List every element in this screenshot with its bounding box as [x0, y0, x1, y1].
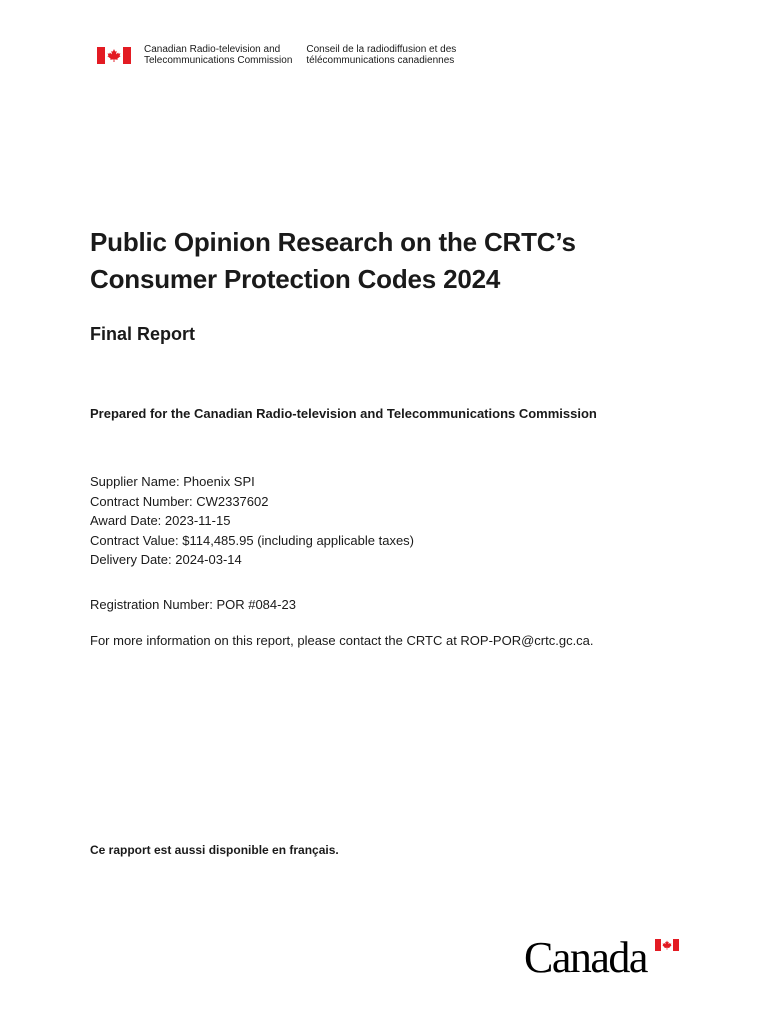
contract-details	[90, 472, 414, 570]
org-name-en	[144, 44, 292, 66]
french-availability-note: Ce rapport est aussi disponible en français.	[90, 843, 339, 857]
delivery-date: Delivery Date: 2024-03-14	[90, 552, 242, 567]
org-name-en-line2: Telecommunications Commission	[144, 55, 293, 66]
canada-wordmark-text: Canada	[524, 933, 647, 982]
org-name-fr	[306, 44, 456, 66]
registration-number: Registration Number: POR #084-23	[90, 597, 296, 612]
crtc-signature	[97, 44, 456, 66]
report-title-line1: Public Opinion Research on the CRTC’s	[90, 227, 576, 257]
supplier-name: Supplier Name: Phoenix SPI	[90, 474, 255, 489]
org-name-en-line1: Canadian Radio-television and	[144, 44, 281, 55]
org-name-fr-line1: Conseil de la radiodiffusion et des	[306, 44, 457, 55]
prepared-for-line: Prepared for the Canadian Radio-television and Telecommunications Commission	[90, 406, 597, 421]
report-subtitle: Final Report	[90, 324, 196, 344]
award-date: Award Date: 2023-11-15	[90, 513, 231, 528]
report-title-line2: Consumer Protection Codes 2024	[90, 264, 501, 294]
canada-wordmark	[524, 933, 684, 982]
canada-flag-icon	[655, 939, 679, 951]
org-name-fr-line2: télécommunications canadiennes	[306, 55, 455, 66]
contract-number: Contract Number: CW2337602	[90, 493, 269, 509]
contract-value: Contract Value: $114,485.95 (including applicable taxes)	[90, 532, 415, 548]
report-title	[90, 224, 710, 298]
contact-info: For more information on this report, please contact the CRTC at ROP-POR@crtc.gc.ca.	[90, 633, 594, 648]
canada-flag-icon	[97, 47, 131, 64]
